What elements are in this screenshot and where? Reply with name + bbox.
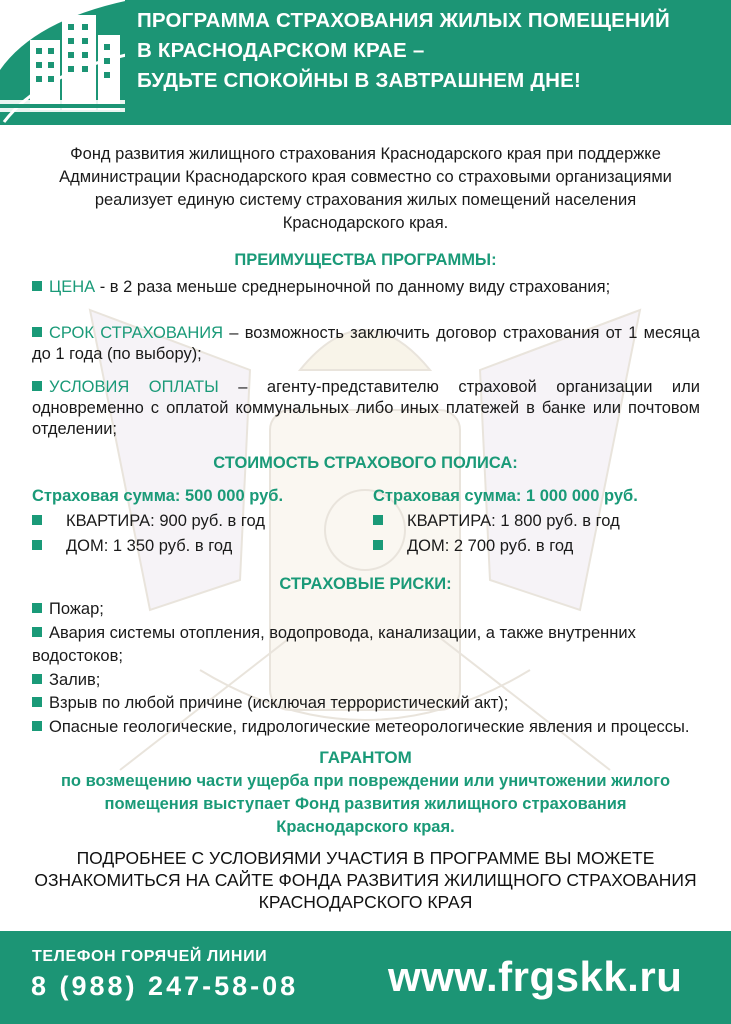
title-line: ПРОГРАММА СТРАХОВАНИЯ ЖИЛЫХ ПОМЕЩЕНИЙ — [137, 9, 670, 32]
bullet-square-icon — [32, 603, 42, 613]
advantage-item — [32, 277, 700, 298]
risk-text: Опасные геологические, гидрологические метеорологические явления и процессы. — [49, 717, 690, 736]
cost-column-right — [373, 484, 638, 559]
intro-text: Фонд развития жилищного страхования Краснодарского края при поддержке Администрации Краснодарского края совместно со страховыми организациями реализует единую систему страхования жилых помещений населения Краснодарского края. — [59, 145, 672, 232]
price-row — [32, 534, 283, 559]
list-item — [32, 598, 700, 622]
bullet-square-icon — [32, 674, 42, 684]
title-line: В КРАСНОДАРСКОМ КРАЕ – — [137, 39, 425, 62]
price-text: ДОМ: 2 700 руб. в год — [407, 537, 574, 555]
insured-sum: Страховая сумма: 500 000 руб. — [32, 487, 284, 505]
risk-text: Взрыв по любой причине (исключая террористический акт); — [49, 694, 509, 712]
advantage-key: УСЛОВИЯ ОПЛАТЫ — [49, 378, 219, 396]
bullet-square-icon — [32, 381, 42, 391]
bullet-square-icon — [32, 281, 42, 291]
hotline-label: ТЕЛЕФОН ГОРЯЧЕЙ ЛИНИИ — [32, 948, 268, 965]
bullet-square-icon — [32, 540, 42, 550]
risk-text: Залив; — [49, 670, 101, 689]
cost-column-left — [32, 484, 283, 559]
footer — [0, 931, 731, 1024]
bullet-square-icon — [32, 327, 42, 337]
website-link[interactable]: www.frgskk.ru — [388, 953, 683, 1000]
bullet-square-icon — [373, 540, 383, 550]
bullet-square-icon — [32, 697, 42, 707]
risks-title: СТРАХОВЫЕ РИСКИ: — [279, 575, 452, 593]
list-item — [32, 716, 700, 740]
bullet-square-icon — [32, 627, 42, 637]
price-text: КВАРТИРА: 1 800 руб. в год — [407, 512, 620, 530]
buildings-logo-icon — [0, 0, 130, 125]
risks-list — [32, 598, 700, 739]
advantage-item — [32, 323, 700, 365]
list-item — [32, 622, 700, 669]
risk-text: Авария системы отопления, водопровода, канализации, а также внутренних водостоков; — [32, 623, 636, 665]
more-info-text: ПОДРОБНЕЕ С УСЛОВИЯМИ УЧАСТИЯ В ПРОГРАММЕ ВЫ МОЖЕТЕ ОЗНАКОМИТЬСЯ НА САЙТЕ ФОНДА РАЗВИТИЯ ЖИЛИЩНОГО СТРАХОВАНИЯ КРАСНОДАРСКОГО КРАЯ — [34, 848, 697, 912]
price-text: ДОМ: 1 350 руб. в год — [66, 537, 233, 555]
cost-title: СТОИМОСТЬ СТРАХОВОГО ПОЛИСА: — [213, 454, 518, 472]
advantage-key: ЦЕНА — [49, 278, 96, 296]
bullet-square-icon — [32, 515, 42, 525]
advantage-key: СРОК СТРАХОВАНИЯ — [49, 324, 224, 342]
bullet-square-icon — [32, 721, 42, 731]
advantage-text: - в 2 раза меньше среднерыночной по данному виду страхования; — [95, 278, 611, 296]
header — [0, 0, 731, 125]
insured-sum: Страховая сумма: 1 000 000 руб. — [373, 487, 638, 505]
advantage-item — [32, 377, 700, 440]
bullet-square-icon — [373, 515, 383, 525]
price-row — [32, 509, 283, 534]
page-title — [137, 6, 727, 96]
title-line: БУДЬТЕ СПОКОЙНЫ В ЗАВТРАШНЕМ ДНЕ! — [137, 69, 582, 92]
advantages-title: ПРЕИМУЩЕСТВА ПРОГРАММЫ: — [234, 251, 497, 269]
guarantor-title: ГАРАНТОМ — [319, 748, 412, 767]
price-text: КВАРТИРА: 900 руб. в год — [66, 512, 265, 530]
list-item — [32, 669, 700, 693]
price-row — [373, 534, 638, 559]
advantage-text: – возможность заключить договор страхования от 1 месяца до 1 года (по выбору); — [32, 324, 700, 363]
hotline-phone[interactable]: 8 (988) 247-58-08 — [31, 971, 299, 1001]
guarantor-text: по возмещению части ущерба при повреждении или уничтожении жилого помещения выступает Фонд развития жилищного страхования Краснодарского края. — [60, 772, 671, 836]
list-item — [32, 692, 700, 716]
advantage-text: – агенту-представителю страховой организации или одновременно с оплатой коммунальных либо иных платежей в банке или почтовом отделении; — [32, 378, 700, 438]
price-row — [373, 509, 638, 534]
risk-text: Пожар; — [49, 600, 104, 618]
